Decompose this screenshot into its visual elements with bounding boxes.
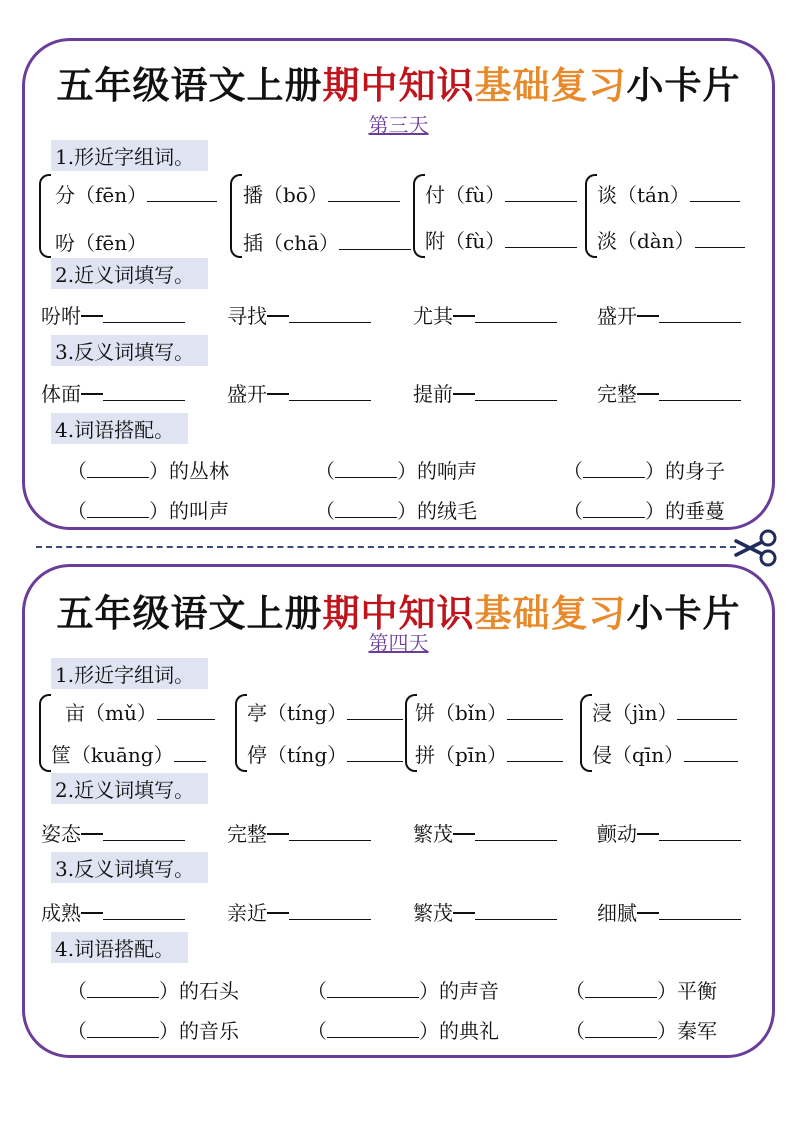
section-heading: 2.近义词填写。 [51,773,208,804]
answer-blank[interactable] [147,201,217,202]
match-item: （ ）的响声 [315,459,477,483]
answer-blank[interactable] [347,761,403,762]
answer-blank[interactable] [690,201,740,202]
char-item: 亩（mǔ） [65,697,215,726]
brace-mark [39,174,51,258]
answer-blank[interactable] [103,840,185,841]
answer-blank[interactable] [507,761,563,762]
answer-blank[interactable] [289,919,371,920]
card-title: 五年级语文上册期中知识基础复习小卡片 [56,591,741,635]
answer-blank[interactable] [103,400,185,401]
antonym-item: 体面 [41,378,185,407]
answer-blank[interactable] [289,400,371,401]
answer-blank[interactable] [335,517,397,518]
brace-mark [413,174,425,258]
char-item: 浸（jìn） [592,697,737,726]
char-item: 停（tíng） [247,739,403,768]
answer-blank[interactable] [157,719,215,720]
section-heading: 1.形近字组词。 [51,140,208,171]
answer-blank[interactable] [327,1037,419,1038]
answer-blank[interactable] [475,400,557,401]
brace-mark [39,694,51,772]
match-item: （ ）的丛林 [67,459,229,483]
section-heading: 2.近义词填写。 [51,258,208,289]
char-item: 吩（fēn） [55,231,148,255]
answer-blank[interactable] [695,247,745,248]
match-item: （ ）的绒毛 [315,499,477,523]
answer-blank[interactable] [87,517,149,518]
match-item: （ ）的叫声 [67,499,229,523]
answer-blank[interactable] [87,1037,159,1038]
answer-blank[interactable] [475,840,557,841]
brace-mark [580,694,592,772]
antonym-item: 成熟 [41,897,185,926]
synonym-item: 完整 [227,818,371,847]
char-item: 侵（qīn） [592,739,738,768]
answer-blank[interactable] [659,322,741,323]
brace-mark [585,174,597,258]
brace-mark [235,694,247,772]
synonym-item: 盛开 [597,300,741,329]
synonym-item: 姿态 [41,818,185,847]
synonym-item: 寻找 [227,300,371,329]
answer-blank[interactable] [585,1037,657,1038]
antonym-item: 繁茂 [413,897,557,926]
review-card-day4 [22,564,775,1058]
synonym-item: 繁茂 [413,818,557,847]
review-card-day3 [22,38,775,530]
answer-blank[interactable] [505,201,577,202]
antonym-item: 完整 [597,378,741,407]
char-item: 分（fēn） [55,179,217,208]
answer-blank[interactable] [585,997,657,998]
antonym-item: 细腻 [597,897,741,926]
char-item: 播（bō） [243,179,400,208]
answer-blank[interactable] [87,997,159,998]
answer-blank[interactable] [659,840,741,841]
brace-mark [230,174,242,258]
antonym-item: 提前 [413,378,557,407]
answer-blank[interactable] [659,919,741,920]
char-item: 附（fù） [425,225,577,254]
section-heading: 3.反义词填写。 [51,335,208,366]
day-label: 第四天 [368,631,429,655]
match-item: （ ）的石头 [67,979,239,1003]
synonym-item: 尤其 [413,300,557,329]
char-item: 筐（kuāng） [51,739,206,768]
answer-blank[interactable] [289,322,371,323]
char-item: 拼（pīn） [415,739,563,768]
char-item: 淡（dàn） [597,225,745,254]
answer-blank[interactable] [475,919,557,920]
card-title: 五年级语文上册期中知识基础复习小卡片 [56,63,741,107]
match-item: （ ）的声音 [307,979,499,1003]
synonym-item: 颤动 [597,818,741,847]
antonym-item: 亲近 [227,897,371,926]
match-item: （ ）的典礼 [307,1019,499,1043]
answer-blank[interactable] [339,249,411,250]
section-heading: 3.反义词填写。 [51,852,208,883]
section-heading: 1.形近字组词。 [51,658,208,689]
char-item: 饼（bǐn） [415,697,563,726]
answer-blank[interactable] [174,761,206,762]
answer-blank[interactable] [583,517,645,518]
char-item: 插（chā） [243,227,411,256]
section-heading: 4.词语搭配。 [51,413,188,444]
match-item: （ ）平衡 [565,979,717,1003]
scissors-icon [732,528,780,568]
answer-blank[interactable] [659,400,741,401]
answer-blank[interactable] [103,322,185,323]
answer-blank[interactable] [327,997,419,998]
answer-blank[interactable] [507,719,563,720]
answer-blank[interactable] [328,201,400,202]
answer-blank[interactable] [289,840,371,841]
section-heading: 4.词语搭配。 [51,932,188,963]
answer-blank[interactable] [347,719,403,720]
answer-blank[interactable] [583,477,645,478]
answer-blank[interactable] [677,719,737,720]
day-label: 第三天 [368,113,429,137]
synonym-item: 吩咐 [41,300,185,329]
match-item: （ ）的音乐 [67,1019,239,1043]
char-item: 亭（tíng） [247,697,403,726]
char-item: 谈（tán） [597,179,740,208]
match-item: （ ）秦军 [565,1019,717,1043]
cut-line [36,546,736,548]
char-item: 付（fù） [425,179,577,208]
answer-blank[interactable] [87,477,149,478]
antonym-item: 盛开 [227,378,371,407]
answer-blank[interactable] [684,761,738,762]
answer-blank[interactable] [103,919,185,920]
answer-blank[interactable] [475,322,557,323]
match-item: （ ）的身子 [563,459,725,483]
match-item: （ ）的垂蔓 [563,499,725,523]
answer-blank[interactable] [335,477,397,478]
answer-blank[interactable] [505,247,577,248]
